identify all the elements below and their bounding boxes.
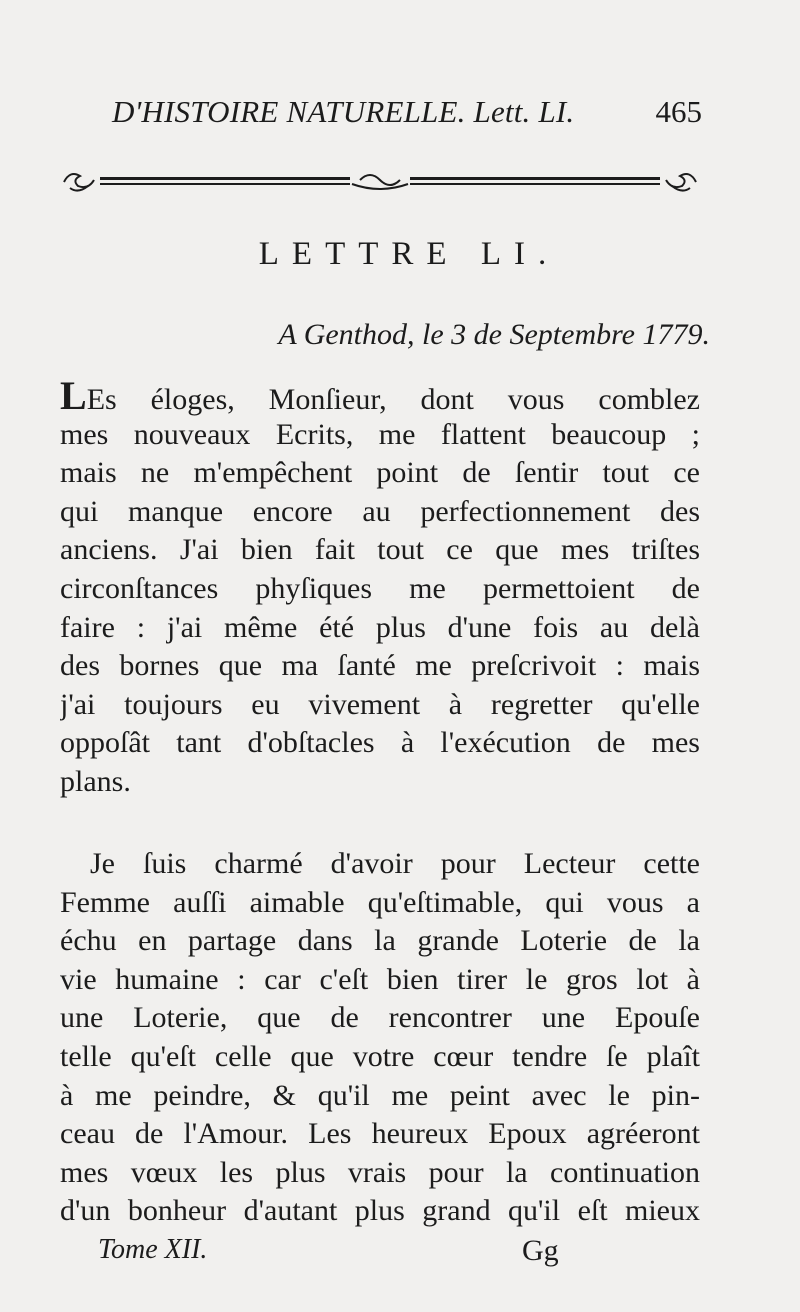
text-line: faire : j'ai même été plus d'une fois au delà (60, 610, 700, 644)
text-line: échu en partage dans la grande Loterie de la (60, 924, 700, 958)
text-line: LEs éloges, Monſieur, dont vous comblez (60, 377, 700, 416)
dateline: A Genthod, le 3 de Septembre 1779. (278, 318, 710, 351)
text-line: vie humaine : car c'eſt bien tirer le gros lot à (60, 962, 700, 996)
footer-tome: Tome XII. (98, 1234, 208, 1265)
text-line: à me peindre, & qu'il me peint avec le pin- (60, 1078, 700, 1112)
text-line: anciens. J'ai bien fait tout ce que mes triſtes (60, 533, 700, 567)
letter-title: LETTRE LI. (258, 236, 560, 272)
text-line: j'ai toujours eu vivement à regretter qu'elle (60, 687, 700, 721)
running-head (112, 92, 702, 136)
drop-initial: L (60, 377, 87, 416)
text-line: qui manque encore au perfectionnement des (60, 494, 700, 528)
page-number: 465 (655, 94, 702, 129)
text-line: Femme auſſi aimable qu'eſtimable, qui vous a (60, 885, 700, 919)
text-line: mes vœux les plus vrais pour la continuation (60, 1155, 700, 1189)
paragraph-1 (60, 377, 700, 802)
text-line: telle qu'eſt celle que votre cœur tendre ſe plaît (60, 1039, 700, 1073)
text-line: ceau de l'Amour. Les heureux Epoux agréeront (60, 1117, 700, 1151)
text-line: oppoſât tant d'obſtacles à l'exécution de mes (60, 726, 700, 760)
footer-signature: Gg (522, 1234, 559, 1267)
text-line: circonſtances phyſiques me permettoient de (60, 571, 700, 605)
text-line: des bornes que ma ſanté me preſcrivoit : mais (60, 649, 700, 683)
text-line: mais ne m'empêchent point de ſentir tout ce (60, 456, 700, 490)
text-line: d'un bonheur d'autant plus grand qu'il eſt mieux (60, 1194, 700, 1228)
text-line: une Loterie, que de rencontrer une Epouſe (60, 1001, 700, 1035)
paragraph-2 (60, 845, 700, 1231)
ornament-rule (60, 162, 700, 198)
text-line: mes nouveaux Ecrits, me flattent beaucoup ; (60, 417, 700, 451)
text-line: plans. (60, 764, 131, 798)
text-line: Je ſuis charmé d'avoir pour Lecteur cette (90, 847, 700, 880)
running-head-title: D'HISTOIRE NATURELLE. Lett. LI. (112, 94, 575, 129)
